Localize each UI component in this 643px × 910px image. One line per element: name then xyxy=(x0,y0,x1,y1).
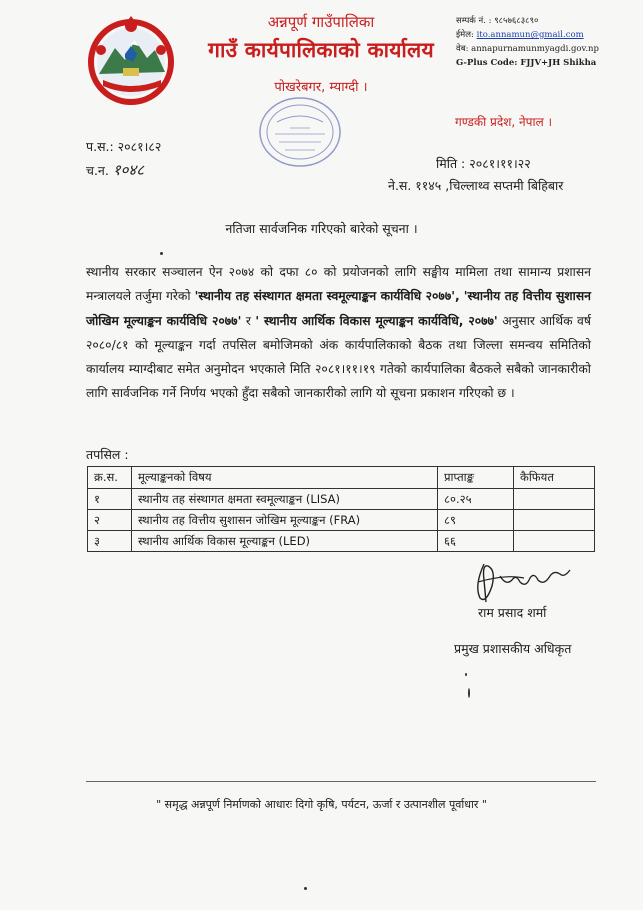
office-name: गाउँ कार्यपालिकाको कार्यालय xyxy=(208,38,434,62)
notice-subject: नतिजा सार्वजनिक गरिएको बारेको सूचना । xyxy=(225,221,418,236)
office-stamp-icon xyxy=(255,92,345,172)
body-bold-fra: 'स्थानीय तह वित्तीय सुशासन जोखिम मूल्याङ्कन कार्यविधि २०७७' xyxy=(86,289,591,328)
cell-score: ८९ xyxy=(438,510,514,531)
scan-speck xyxy=(304,887,307,890)
footer-slogan: " समृद्ध अन्नपूर्ण निर्माणको आधारः दिगो कृषि, पर्यटन, ऊर्जा र उत्पानशील पूर्वाधार " xyxy=(156,798,487,811)
municipality-name: अन्नपूर्ण गाउँपालिका xyxy=(267,13,375,31)
header-score: प्राप्ताङ्क xyxy=(438,467,514,489)
table-row xyxy=(88,489,595,510)
dispatch-number-value: १०४८ xyxy=(112,161,145,179)
nepal-sambat-date: ने.स. ११४५ ,चिल्लाथ्व सप्तमी बिहिबार xyxy=(388,178,564,193)
header-remarks: कैफियत xyxy=(514,467,595,489)
body-text-4: अनुसार आर्थिक वर्ष २०८०/८१ को मूल्याङ्कन गर्दा तपसिल बमोजिमको अंक कार्यपालिकाको बैठक तथा जिल्ला समन्वय समितिको कार्यालय म्याग्दीबाट समेत अनुमोदन भएकाले मिति २०८१।११।१९ गतेको कार्यपालिका बैठकले सबैको जानकारीको लागि सार्वजनिक गर्ने निर्णय भएको हुँदा सबैको जानकारीको लागि यो सूचना प्रकाशन गरिएको छ । xyxy=(86,313,591,401)
footer-divider xyxy=(86,781,596,782)
cell-score: ८०.२५ xyxy=(438,489,514,510)
contact-email-label: ईमेल: xyxy=(456,30,474,40)
table-row xyxy=(88,531,595,552)
cell-remarks xyxy=(514,510,595,531)
header-serial: क्र.स. xyxy=(88,467,132,489)
table-header-row xyxy=(88,467,595,489)
cell-serial: ३ xyxy=(88,531,132,552)
cell-remarks xyxy=(514,531,595,552)
body-text-1: स्थानीय सरकार सञ्चालन ऐन २०७४ को दफा ८० को प्रयोजनको लागि सङ्घीय मामिला तथा सामान्य प्रशासन मन्त्रालयले तर्जुमा गरेको xyxy=(86,265,591,304)
signatory-name: राम प्रसाद शर्मा xyxy=(478,605,547,620)
table-row xyxy=(88,510,595,531)
scan-speck xyxy=(465,673,467,676)
cell-score: ६६ xyxy=(438,531,514,552)
results-table xyxy=(87,466,595,552)
body-text-3: र xyxy=(241,313,256,328)
scan-speck xyxy=(160,252,163,255)
contact-email-link[interactable]: ito.annamun@gmail.com xyxy=(476,30,584,40)
cell-subject: स्थानीय तह संस्थागत क्षमता स्वमूल्याङ्कन (LISA) xyxy=(132,489,438,510)
header-subject: मूल्याङ्कनको विषय xyxy=(132,467,438,489)
cell-serial: १ xyxy=(88,489,132,510)
province-line: गण्डकी प्रदेश, नेपाल । xyxy=(455,115,553,129)
contact-email-row xyxy=(456,28,638,42)
contact-gplus: G-Plus Code: FJJV+JH Shikha xyxy=(456,58,597,68)
handwritten-signature-icon xyxy=(466,556,576,606)
nepal-emblem-icon xyxy=(85,14,177,106)
dispatch-number-row xyxy=(86,160,144,180)
dispatch-number-label: च.न. xyxy=(86,163,109,178)
contact-phone: सम्पर्क नं. : ९८५७६८३८९० xyxy=(456,16,539,26)
scan-speck xyxy=(468,688,470,698)
body-bold-lisa: 'स्थानीय तह संस्थागत क्षमता स्वमूल्याङ्कन कार्यविधि २०७७', xyxy=(194,289,460,304)
signatory-title: प्रमुख प्रशासकीय अधिकृत xyxy=(454,641,572,656)
contact-block xyxy=(456,14,638,70)
contact-web[interactable]: वेब: annapurnamunmyagdi.gov.np xyxy=(456,44,599,54)
letter-reference-number: प.स.: २०८१।८२ xyxy=(86,139,162,154)
cell-remarks xyxy=(514,489,595,510)
cell-subject: स्थानीय तह वित्तीय सुशासन जोखिम मूल्याङ्कन (FRA) xyxy=(132,510,438,531)
cell-serial: २ xyxy=(88,510,132,531)
office-address: पोखरेबगर, म्याग्दी । xyxy=(274,80,368,95)
letter-date: मिति : २०८१।११।२२ xyxy=(436,156,531,171)
details-label: तपसिल : xyxy=(86,447,129,462)
body-bold-led: ' स्थानीय आर्थिक विकास मूल्याङ्कन कार्यविधि, २०७७' xyxy=(255,313,498,328)
notice-body xyxy=(86,260,591,406)
cell-subject: स्थानीय आर्थिक विकास मूल्याङ्कन (LED) xyxy=(132,531,438,552)
